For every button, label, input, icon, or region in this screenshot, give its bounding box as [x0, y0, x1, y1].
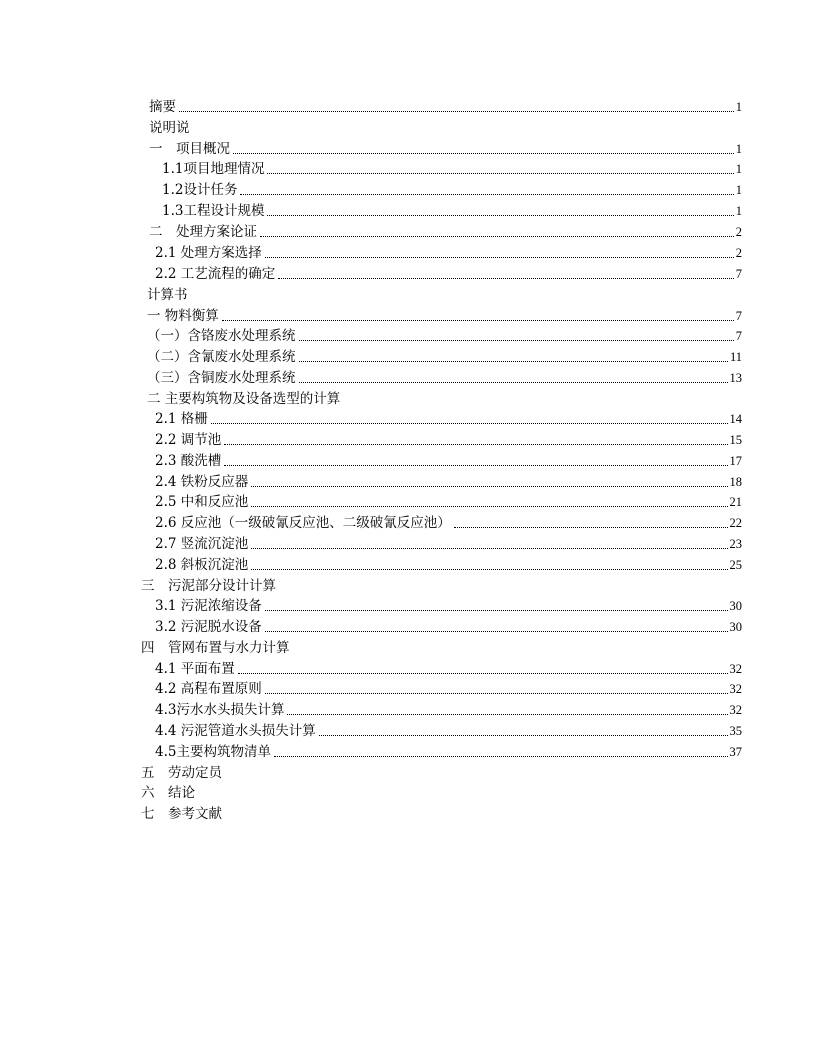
toc-section-heading: 说明说 — [149, 120, 190, 136]
toc-entry-title: 一 物料衡算 — [147, 308, 219, 324]
toc-page-number: 15 — [729, 433, 742, 447]
toc-entry-title: 2.8 斜板沉淀池 — [155, 557, 249, 573]
toc-entry-title: （二）含氰废水处理系统 — [147, 349, 296, 365]
toc-page-number: 17 — [729, 454, 742, 468]
toc-entry[interactable] — [155, 555, 742, 575]
toc-section-heading: 五 劳动定员 — [141, 765, 222, 781]
toc-page-number: 32 — [729, 662, 742, 676]
toc-page-number: 7 — [735, 329, 742, 343]
toc-entry[interactable] — [155, 700, 742, 720]
toc-dot-leader — [265, 631, 728, 632]
toc-dot-leader — [299, 382, 728, 383]
toc-dot-leader — [224, 465, 727, 466]
toc-entry-title: 2.1 处理方案选择 — [155, 245, 262, 261]
toc-page-number: 11 — [729, 350, 742, 364]
toc-dot-leader — [224, 444, 727, 445]
toc-section-heading: 七 参考文献 — [141, 806, 222, 822]
toc-entry[interactable] — [147, 347, 742, 367]
toc-entry-title: 4.4 污泥管道水头损失计算 — [155, 723, 316, 739]
toc-entry-title: 2.3 酸洗槽 — [155, 453, 222, 469]
toc-dot-leader — [274, 756, 728, 757]
toc-entry-title: 2.2 工艺流程的确定 — [155, 266, 276, 282]
toc-entry[interactable] — [162, 201, 742, 221]
toc-dot-leader — [265, 257, 734, 258]
toc-section-heading: 六 结论 — [141, 785, 195, 801]
toc-page-number: 13 — [729, 371, 742, 385]
toc-entry[interactable] — [155, 409, 742, 429]
toc-entry-title: 4.5主要构筑物清单 — [155, 744, 271, 760]
toc-page-number: 1 — [735, 183, 742, 197]
toc-entry[interactable] — [155, 721, 742, 741]
toc-page-number: 23 — [729, 537, 742, 551]
toc-dot-leader — [260, 236, 734, 237]
toc-dot-leader — [299, 361, 728, 362]
toc-entry-title: 一 项目概况 — [149, 141, 230, 157]
toc-entry[interactable] — [155, 617, 742, 637]
toc-entry[interactable] — [155, 430, 742, 450]
toc-entry-title: 2.7 竖流沉淀池 — [155, 536, 249, 552]
toc-dot-leader — [251, 569, 727, 570]
toc-section-heading: 四 管网布置与水力计算 — [141, 640, 290, 656]
toc-entry[interactable] — [149, 139, 742, 159]
toc-page-number: 2 — [735, 246, 742, 260]
toc-page-number: 22 — [729, 516, 742, 530]
toc-entry[interactable] — [162, 180, 742, 200]
toc-entry-title: 4.2 高程布置原则 — [155, 681, 262, 697]
toc-page-number: 18 — [729, 475, 742, 489]
toc-dot-leader — [251, 486, 727, 487]
toc-page-number: 32 — [729, 682, 742, 696]
toc-dot-leader — [265, 610, 728, 611]
toc-dot-leader — [454, 527, 728, 528]
toc-entry[interactable] — [155, 534, 742, 554]
toc-entry[interactable] — [155, 492, 742, 512]
toc-page-number: 35 — [729, 724, 742, 738]
toc-entry[interactable] — [147, 306, 742, 326]
toc-dot-leader — [211, 423, 728, 424]
toc-section-heading: 计算书 — [147, 287, 188, 303]
toc-dot-leader — [240, 194, 733, 195]
toc-entry[interactable] — [155, 243, 742, 263]
toc-entry-title: 2.6 反应池（一级破氰反应池、二级破氰反应池） — [155, 515, 451, 531]
toc-entry-title: （一）含铬废水处理系统 — [147, 328, 296, 344]
toc-entry[interactable] — [162, 159, 742, 179]
toc-entry[interactable] — [155, 264, 742, 284]
toc-entry-title: 3.2 污泥脱水设备 — [155, 619, 262, 635]
toc-entry[interactable] — [147, 368, 742, 388]
toc-page-number: 30 — [729, 620, 742, 634]
toc-page-number: 14 — [729, 412, 742, 426]
toc-entry[interactable] — [155, 451, 742, 471]
toc-dot-leader — [319, 735, 728, 736]
toc-page-number: 7 — [735, 267, 742, 281]
toc-dot-leader — [179, 111, 734, 112]
toc-entry[interactable] — [155, 679, 742, 699]
toc-dot-leader — [267, 173, 733, 174]
toc-entry-title: 二 处理方案论证 — [149, 224, 257, 240]
toc-dot-leader — [278, 278, 733, 279]
toc-dot-leader — [233, 153, 734, 154]
toc-dot-leader — [222, 320, 734, 321]
toc-entry[interactable] — [149, 97, 742, 117]
toc-page-number: 7 — [735, 309, 742, 323]
toc-entry-title: 3.1 污泥浓缩设备 — [155, 598, 262, 614]
toc-entry[interactable] — [155, 472, 742, 492]
toc-dot-leader — [299, 340, 734, 341]
toc-entry[interactable] — [155, 742, 742, 762]
toc-page-number: 2 — [735, 225, 742, 239]
toc-section-heading: 二 主要构筑物及设备选型的计算 — [147, 391, 341, 407]
toc-dot-leader — [251, 548, 727, 549]
toc-entry[interactable] — [149, 222, 742, 242]
toc-entry[interactable] — [155, 596, 742, 616]
toc-entry[interactable] — [155, 659, 742, 679]
toc-page-number: 25 — [729, 558, 742, 572]
toc-page-number: 1 — [735, 162, 742, 176]
toc-dot-leader — [267, 215, 733, 216]
toc-entry-title: 摘要 — [149, 99, 176, 115]
toc-page-number: 32 — [729, 703, 742, 717]
toc-page-number: 30 — [729, 599, 742, 613]
toc-section-heading: 三 污泥部分设计计算 — [141, 578, 276, 594]
toc-entry-title: （三）含铜废水处理系统 — [147, 370, 296, 386]
toc-dot-leader — [251, 506, 727, 507]
toc-dot-leader — [265, 693, 728, 694]
toc-page-number: 1 — [735, 204, 742, 218]
toc-entry-title: 2.4 铁粉反应器 — [155, 474, 249, 490]
toc-dot-leader — [287, 714, 727, 715]
toc-entry-title: 1.1项目地理情况 — [162, 161, 265, 177]
toc-entry-title: 2.1 格栅 — [155, 411, 208, 427]
toc-entry[interactable] — [155, 513, 742, 533]
toc-entry-title: 2.2 调节池 — [155, 432, 222, 448]
toc-entry-title: 4.1 平面布置 — [155, 661, 235, 677]
toc-entry[interactable] — [147, 326, 742, 346]
toc-entry-title: 2.5 中和反应池 — [155, 494, 249, 510]
toc-page-number: 37 — [729, 745, 742, 759]
toc-entry-title: 4.3污水水头损失计算 — [155, 702, 285, 718]
toc-entry-title: 1.2设计任务 — [162, 182, 238, 198]
toc-page-number: 21 — [729, 495, 742, 509]
toc-page-number: 1 — [735, 100, 742, 114]
toc-entry-title: 1.3工程设计规模 — [162, 203, 265, 219]
toc-dot-leader — [238, 673, 728, 674]
toc-page-number: 1 — [735, 142, 742, 156]
